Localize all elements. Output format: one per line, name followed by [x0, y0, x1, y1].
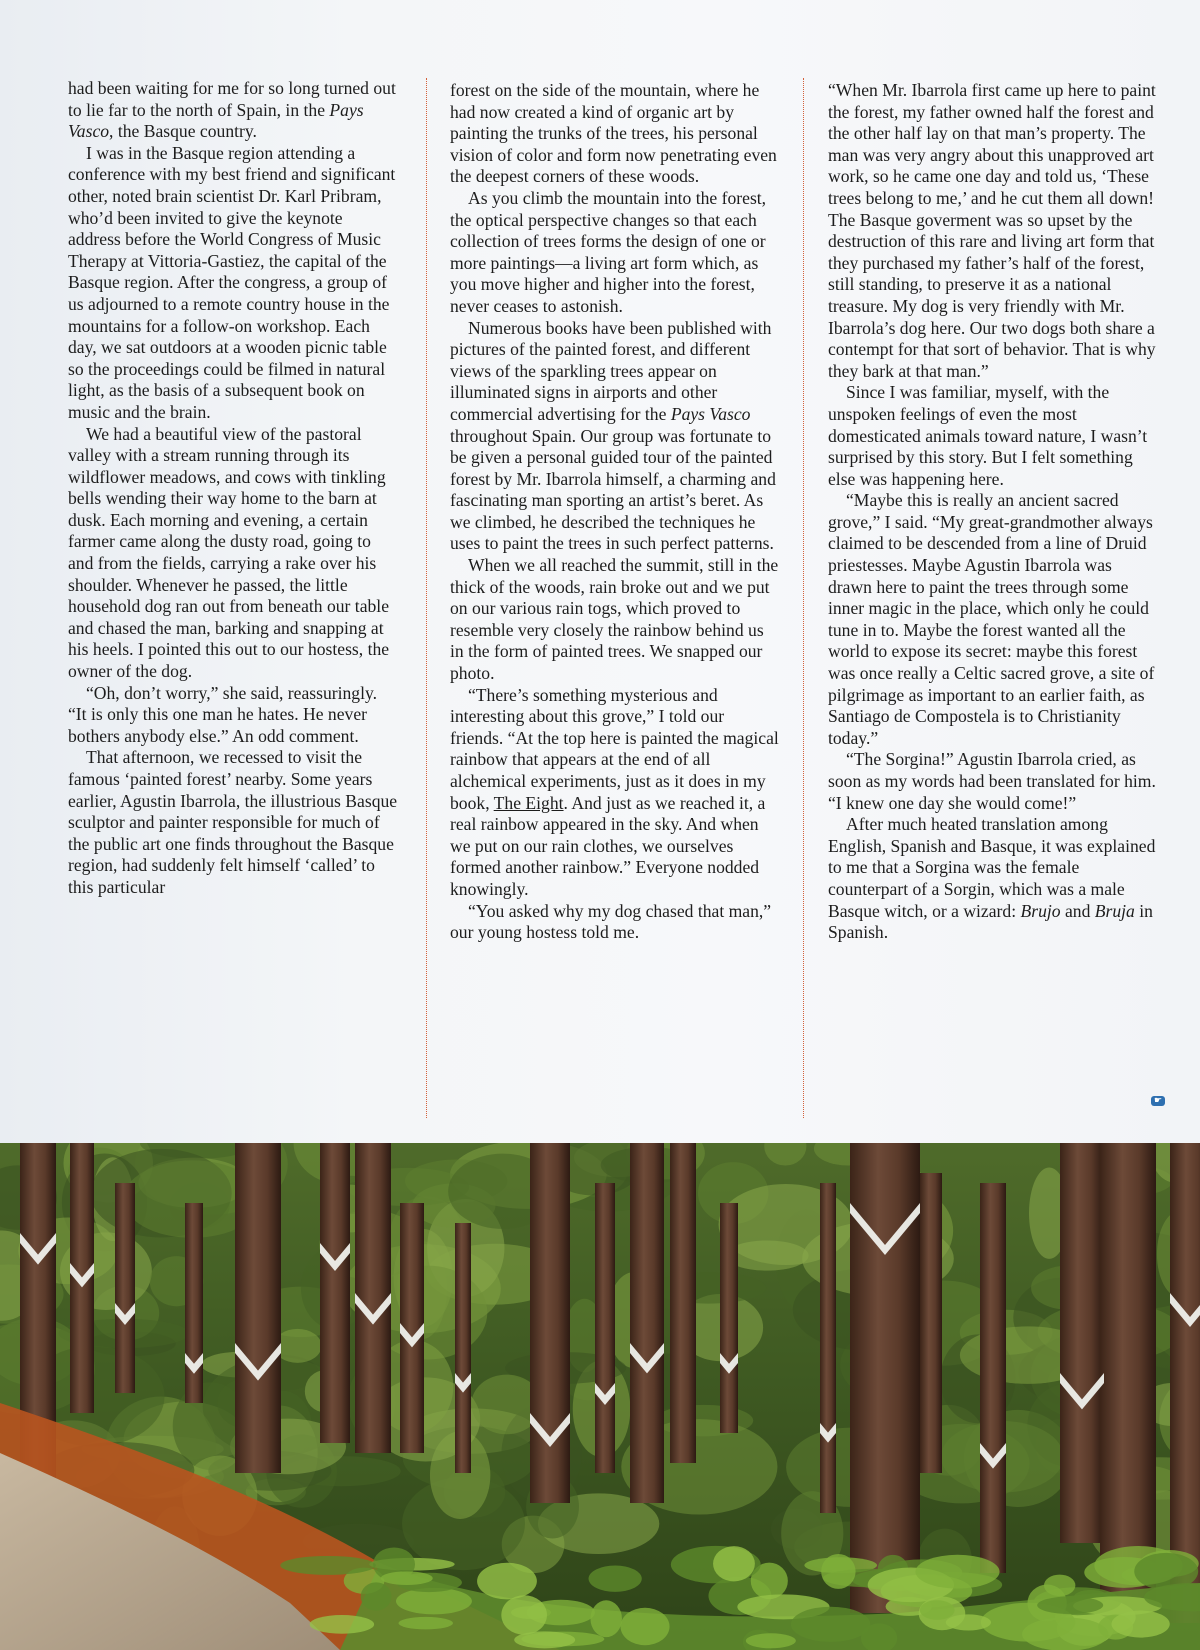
- paragraph: That afternoon, we recessed to visit the famous ‘painted forest’ nearby. Some years earlier, Agustin Ibarrola, the illustrious Basque sculptor and painter responsible for much of the public art one finds throughout the Basque region, had suddenly felt himself ‘called’ to this particular: [68, 747, 398, 897]
- paragraph: forest on the side of the mountain, where he had now created a kind of organic art by painting the trunks of the trees, his personal vision of color and form now penetrating even the deepest corners of these woods.: [450, 80, 777, 187]
- paragraph: When we all reached the summit, still in the thick of the woods, rain broke out and we put on our various rain togs, which proved to resemble very closely the rainbow behind us in the form of painted trees. We snapped our photo.: [450, 555, 779, 684]
- paragraph: “There’s something mysterious and interesting about this grove,” I told our friends. “At the top here is painted the magical rainbow that appears at the end of all alchemical experiments, just as it does in my book, The Eight. And just as we reached it, a real rainbow appeared in the sky. And when we put on our rain clothes, we ourselves formed another rainbow.” Everyone nodded knowingly.: [450, 684, 779, 899]
- paragraph: had been waiting for me for so long turned out to lie far to the north of Spain, in the Pays Vasco, the Basque country.: [68, 78, 396, 142]
- column-divider: [426, 78, 427, 1118]
- paragraph: Numerous books have been published with pictures of the painted forest, and different views of the sparkling trees appear on illuminated signs in airports and other commercial advertising for the Pays Vasco throughout Spain. Our group was fortunate to be given a personal guided tour of the painted forest by Mr. Ibarrola himself, a charming and fascinating man sporting an artist’s beret. As we climbed, he described the techniques he uses to paint the trees in such perfect patterns.: [450, 317, 776, 554]
- paragraph: As you climb the mountain into the forest, the optical perspective changes so that each collection of trees forms the design of one or more paintings—a living art form which, as you move higher and higher into the forest, never ceases to astonish.: [450, 187, 767, 316]
- column-1: [68, 78, 398, 1123]
- column-divider: [803, 78, 804, 1118]
- column-3: [828, 80, 1158, 1125]
- paragraph: “Oh, don’t worry,” she said, reassuringly. “It is only this one man he hates. He never bothers anybody else.” An odd comment.: [68, 682, 378, 746]
- paragraph: I was in the Basque region attending a conference with my best friend and significant other, noted brain scientist Dr. Karl Pribram, who’d been invited to give the keynote address before the World Congress of Music Therapy at Vittoria-Gastiez, the capital of the Basque region. After the congress, a group of us adjourned to a remote country house in the mountains for a follow-on workshop. Each day, we sat outdoors at a wooden picnic table so the proceedings could be filmed in natural light, as the basis of a subsequent book on music and the brain.: [68, 142, 396, 422]
- paragraph: “The Sorgina!” Agustin Ibarrola cried, as soon as my words had been translated for him. “I knew one day she would come!”: [828, 749, 1156, 813]
- paragraph: We had a beautiful view of the pastoral valley with a stream running through its wildflower meadows, and cows with tinkling bells wending their way home to the barn at dusk. Each morning and evening, a certain farmer came along the dusty road, going to and from the fields, carrying a rake over his shoulder. Whenever he passed, the little household dog ran out from beneath our table and chased the man, barking and snapping at his heels. I pointed this out to our hostess, the owner of the dog.: [68, 423, 390, 682]
- article-body: [68, 78, 1163, 1128]
- painted-forest-photo: [0, 1143, 1200, 1650]
- end-mark-icon: ☛: [1151, 1096, 1165, 1106]
- paragraph: “Maybe this is really an ancient sacred grove,” I said. “My great-grandmother always claimed to be descended from a line of Druid priestesses. Maybe Agustin Ibarrola was drawn here to paint the trees through some inner magic in the place, which only he could tune in to. Maybe the forest wanted all the world to expose its secret: maybe this forest was once really a Celtic sacred grove, a site of pilgrimage as important to an earlier faith, as Santiago de Compostela is to Christianity today.”: [828, 490, 1155, 748]
- paragraph: “You asked why my dog chased that man,” our young hostess told me.: [450, 900, 772, 943]
- paragraph: Since I was familiar, myself, with the unspoken feelings of even the most domesticated animals toward nature, I wasn’t surprised by this story. But I felt something else was happening here.: [828, 382, 1148, 489]
- paragraph: “When Mr. Ibarrola first came up here to paint the forest, my father owned half the forest and the other half lay on that man’s property. The man was very angry about this unapproved art work, so he came one day and told us, ‘These trees belong to me,’ and he cut them all down! The Basque goverment was so upset by the destruction of this rare and living art form that they purchased my father’s half of the forest, still standing, to preserve it as a national treasure. My dog is very friendly with Mr. Ibarrola’s dog here. Our two dogs both share a contempt for that sort of behavior. That is why they bark at that man.”: [828, 80, 1156, 381]
- column-2: [450, 80, 780, 1125]
- paragraph: After much heated translation among English, Spanish and Basque, it was explained to me that a Sorgina was the female counterpart of a Sorgin, which was a male Basque witch, or a wizard: Brujo and Bruja in Spanish.: [828, 814, 1156, 943]
